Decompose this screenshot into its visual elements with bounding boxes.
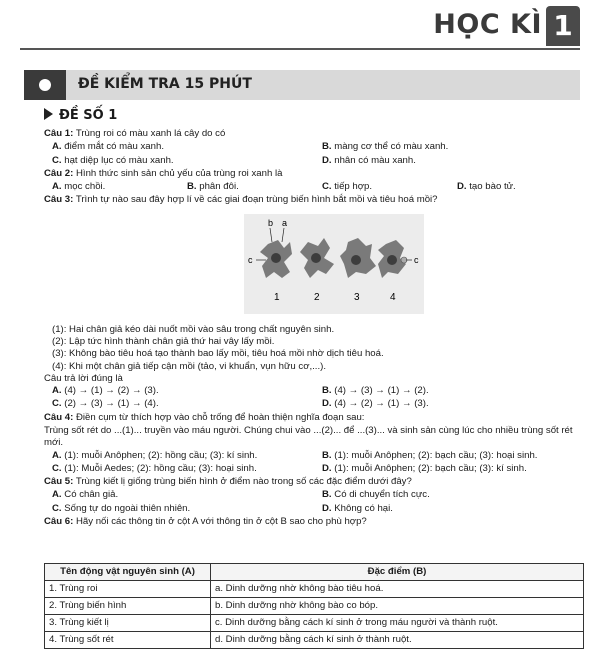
exam-heading [44, 108, 117, 125]
option-c: C. (1): Muỗi Aedes; (2): hồng cầu; (3): hoại sinh. [52, 462, 257, 474]
question-number: Câu 3: [44, 194, 74, 206]
table-row [45, 598, 584, 615]
question-text: Trùng kiết lị giống trùng biến hình ở điểm nào trong số các đặc điểm dưới đây? [75, 476, 412, 488]
step-4: (4): Khi một chân giả tiếp cận mồi (tảo, vi khuẩn, vụn hữu cơ,...). [52, 360, 327, 372]
fig-number-2: 2 [314, 291, 320, 303]
cell-b: a. Dinh dưỡng nhờ không bào tiêu hoá. [211, 581, 584, 598]
option-a: A. Có chân giả. [52, 489, 119, 501]
option-a: A. (1): muỗi Anôphen; (2): hồng cầu; (3): kí sinh. [52, 449, 258, 461]
question-text: Trình tự nào sau đây hợp lí về các giai đoạn trùng biến hình bắt mồi và tiêu hoá mồi? [75, 194, 438, 206]
triangle-icon [44, 108, 53, 120]
step-1: (1): Hai chân giả kéo dài nuốt mồi vào sâu trong chất nguyên sinh. [52, 323, 335, 335]
table-row [45, 581, 584, 598]
fig-number-4: 4 [390, 291, 396, 303]
option-c: C. hạt diệp lục có màu xanh. [52, 154, 174, 166]
question-text: Hình thức sinh sản chủ yếu của trùng roi xanh là [76, 167, 283, 179]
question-number: Câu 2: [44, 167, 74, 179]
option-b: B. Có di chuyển tích cực. [322, 489, 430, 501]
section-bar [24, 70, 580, 100]
cell-a: 3. Trùng kiết lị [45, 615, 211, 632]
cell-a: 4. Trùng sốt rét [45, 632, 211, 649]
question-text: Hãy nối các thông tin ở cột A với thông tin ở cột B sao cho phù hợp? [76, 515, 367, 527]
table-header-row [45, 564, 584, 581]
question-3 [44, 194, 584, 206]
answer-label: Câu trả lời đúng là [44, 372, 123, 384]
question-text: Trùng roi có màu xanh lá cây do có [75, 128, 226, 139]
question-1 [44, 128, 584, 140]
cell-a: 1. Trùng roi [45, 581, 211, 598]
question-number: Câu 5: [44, 476, 74, 488]
column-header-b: Đặc điểm (B) [211, 564, 584, 581]
table-row [45, 632, 584, 649]
option-d: D. tạo bào tử. [457, 181, 516, 193]
option-d: D. nhân có màu xanh. [322, 154, 416, 166]
matching-table [44, 563, 584, 649]
fig-label-a: a [282, 217, 288, 228]
question-text: Điền cụm từ thích hợp vào chỗ trống để hoàn thiện nghĩa đoạn sau: [76, 411, 365, 423]
semester-number: 1 [546, 6, 580, 46]
page-header [0, 0, 600, 52]
option-c: C. (2) → (3) → (1) → (4). [52, 398, 159, 410]
header-rule [20, 48, 580, 50]
question-number: Câu 1: [44, 128, 74, 139]
cell-b: d. Dinh dưỡng bằng cách kí sinh ở thành ruột. [211, 632, 584, 649]
option-c: C. tiếp hợp. [322, 181, 373, 193]
cell-b: c. Dinh dưỡng bằng cách kí sinh ở trong máu người và thành ruột. [211, 615, 584, 632]
option-d: D. Không có hại. [322, 502, 393, 514]
fig-number-1: 1 [274, 291, 280, 303]
option-b: B. phân đôi. [187, 181, 239, 193]
question-4 [44, 412, 584, 424]
exam-label: ĐỀ SỐ 1 [59, 108, 118, 123]
option-a: A. (4) → (1) → (2) → (3). [52, 385, 159, 397]
question-2 [44, 168, 584, 180]
cell-a: 2. Trùng biến hình [45, 598, 211, 615]
bullet-box [24, 70, 66, 100]
option-b: B. (1): muỗi Anôphen; (2): bạch cầu; (3): hoại sinh. [322, 449, 538, 461]
table-row [45, 615, 584, 632]
fig-number-3: 3 [354, 291, 360, 303]
header-title: HỌC KÌ [433, 9, 542, 40]
amoeba-figure [244, 214, 424, 314]
step-3: (3): Không bào tiêu hoá tạo thành bao lấy mồi, tiêu hoá mồi nhờ dịch tiêu hoá. [52, 348, 384, 360]
option-c: C. Sống tự do ngoài thiên nhiên. [52, 502, 191, 514]
bullet-dot-icon [39, 79, 51, 91]
fig-label-c-left: c [248, 254, 253, 265]
cell-b: b. Dinh dưỡng nhờ không bào co bóp. [211, 598, 584, 615]
fig-label-c-right: c [414, 254, 419, 265]
option-b: B. màng cơ thể có màu xanh. [322, 141, 449, 153]
option-d: D. (1): muỗi Anôphen; (2): bạch cầu; (3): kí sinh. [322, 462, 527, 474]
exam-content [44, 128, 584, 529]
fig-label-b: b [268, 217, 274, 228]
option-d: D. (4) → (2) → (1) → (3). [322, 398, 429, 410]
section-title: ĐỀ KIỂM TRA 15 PHÚT [78, 76, 252, 92]
column-header-a: Tên động vật nguyên sinh (A) [45, 564, 211, 581]
question-number: Câu 6: [44, 515, 74, 527]
option-a: A. mọc chồi. [52, 181, 106, 193]
option-a: A. điểm mắt có màu xanh. [52, 141, 164, 153]
passage: Trùng sốt rét do ...(1)... truyền vào máu người. Chúng chui vào ...(2)... để ...(3)... và sinh sản cùng lúc cho nhiều trùng sốt rét mới. [44, 424, 573, 449]
step-2: (2): Lập tức hình thành chân giả thứ hai vây lấy mồi. [52, 336, 275, 348]
question-5 [44, 476, 584, 488]
question-6 [44, 516, 584, 528]
question-number: Câu 4: [44, 411, 74, 423]
option-b: B. (4) → (3) → (1) → (2). [322, 385, 429, 397]
